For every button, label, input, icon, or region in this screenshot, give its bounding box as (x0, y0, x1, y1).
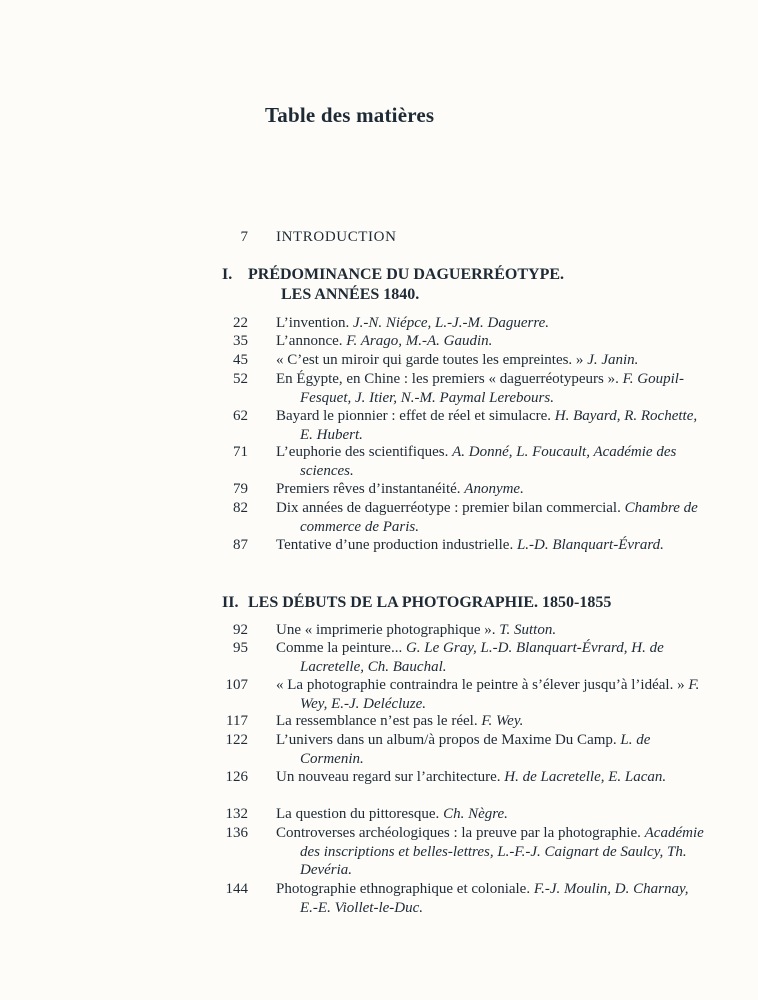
toc-entry-introduction[interactable] (200, 228, 710, 247)
entry-authors: F. Wey, E.-J. Delécluze. (300, 677, 700, 712)
entry-authors: Chambre de commerce de Paris. (300, 500, 698, 535)
page-number: 71 (233, 444, 248, 460)
toc-entry[interactable] (200, 768, 710, 787)
toc-entry[interactable] (200, 639, 710, 676)
section-number: II. (222, 594, 239, 611)
toc-entry[interactable] (200, 351, 710, 370)
page-title: Table des matières (265, 103, 435, 127)
page-number: 7 (240, 229, 248, 245)
section-heading-1 (222, 265, 564, 305)
page-number: 82 (233, 500, 248, 516)
entry-title: INTRODUCTION (276, 229, 397, 245)
section-heading-2 (222, 593, 611, 613)
entry-title: La question du pittoresque. (276, 806, 444, 822)
entry-title: En Égypte, en Chine : les premiers « daguerréotypeurs ». (276, 371, 623, 387)
entry-title: « La photographie contraindra le peintre à s’élever jusqu’à l’idéal. » (276, 677, 689, 693)
page-number: 35 (233, 333, 248, 349)
page-number: 136 (225, 825, 248, 841)
page-number: 117 (226, 713, 248, 729)
entry-title: Une « imprimerie photographique ». (276, 622, 500, 638)
toc-entry[interactable] (200, 443, 710, 480)
page-number: 52 (233, 371, 248, 387)
page-number: 126 (225, 769, 248, 785)
entry-title: L’invention. (276, 315, 353, 331)
toc-entry[interactable] (200, 676, 710, 713)
entry-authors: F. Arago, M.-A. Gaudin. (346, 333, 493, 349)
entry-title: L’euphorie des scientifiques. (276, 444, 453, 460)
toc-entry[interactable] (200, 370, 710, 407)
page-number: 144 (225, 881, 248, 897)
entry-authors: J. Janin. (587, 352, 639, 368)
toc-entry[interactable] (200, 731, 710, 768)
page-number: 87 (233, 537, 248, 553)
entry-title: Un nouveau regard sur l’architecture. (276, 769, 505, 785)
page-number: 95 (233, 640, 248, 656)
toc-entry[interactable] (200, 314, 710, 333)
toc-entry[interactable] (200, 332, 710, 351)
entry-title: Dix années de daguerréotype : premier bilan commercial. (276, 500, 625, 516)
entry-authors: Anonyme. (464, 481, 524, 497)
entry-authors: F.-J. Moulin, D. Charnay, E.-E. Viollet-le-Duc. (300, 881, 689, 916)
section-title-line1: PRÉDOMINANCE DU DAGUERRÉOTYPE. (248, 266, 565, 283)
page-number: 22 (233, 315, 248, 331)
toc-entry[interactable] (200, 536, 710, 555)
entry-title: La ressemblance n’est pas le réel. (276, 713, 482, 729)
entry-authors: H. Bayard, R. Rochette, E. Hubert. (300, 408, 698, 443)
toc-entry[interactable] (200, 880, 710, 917)
entry-title: Photographie ethnographique et coloniale. (276, 881, 534, 897)
entry-title: « C’est un miroir qui garde toutes les empreintes. » (276, 352, 588, 368)
page-number: 45 (233, 352, 248, 368)
entry-authors: Académie des inscriptions et belles-lettres, L.-F.-J. Caignart de Saulcy, Th. Devéria. (300, 825, 704, 878)
toc-entry[interactable] (200, 805, 710, 824)
entry-authors: J.-N. Niépce, L.-J.-M. Daguerre. (352, 315, 550, 331)
entry-authors: A. Donné, L. Foucault, Académie des sciences. (300, 444, 677, 479)
section-number: I. (222, 266, 233, 283)
toc-entry[interactable] (200, 480, 710, 499)
entry-title: Tentative d’une production industrielle. (276, 537, 517, 553)
toc-entry[interactable] (200, 407, 710, 444)
page-number: 132 (225, 806, 248, 822)
section-title-line1: LES DÉBUTS DE LA PHOTOGRAPHIE. 1850-1855 (248, 594, 612, 611)
toc-entry[interactable] (200, 621, 710, 640)
entry-title: Bayard le pionnier : effet de réel et simulacre. (276, 408, 555, 424)
page-number: 92 (233, 622, 248, 638)
entry-authors: T. Sutton. (499, 622, 557, 638)
page-number: 79 (233, 481, 248, 497)
page-number: 122 (225, 732, 248, 748)
entry-authors: L.-D. Blanquart-Évrard. (516, 537, 664, 553)
entry-authors: L. de Cormenin. (300, 732, 651, 767)
toc-entry[interactable] (200, 824, 710, 880)
entry-authors: Ch. Nègre. (443, 806, 508, 822)
page-number: 62 (233, 408, 248, 424)
toc-entry[interactable] (200, 499, 710, 536)
entry-authors: G. Le Gray, L.-D. Blanquart-Évrard, H. de Lacretelle, Ch. Bauchal. (300, 640, 664, 675)
entry-authors: F. Goupil-Fesquet, J. Itier, N.-M. Paymal Lerebours. (300, 371, 684, 406)
entry-title: Premiers rêves d’instantanéité. (276, 481, 465, 497)
entry-authors: H. de Lacretelle, E. Lacan. (504, 769, 667, 785)
page-number: 107 (225, 677, 248, 693)
section-title-line2: LES ANNÉES 1840. (281, 286, 420, 303)
entry-title: L’univers dans un album/à propos de Maxime Du Camp. (276, 732, 621, 748)
entry-title: Comme la peinture... (276, 640, 406, 656)
entry-title: Controverses archéologiques : la preuve par la photographie. (276, 825, 645, 841)
entry-title: L’annonce. (276, 333, 347, 349)
entry-authors: F. Wey. (481, 713, 524, 729)
toc-entry[interactable] (200, 712, 710, 731)
